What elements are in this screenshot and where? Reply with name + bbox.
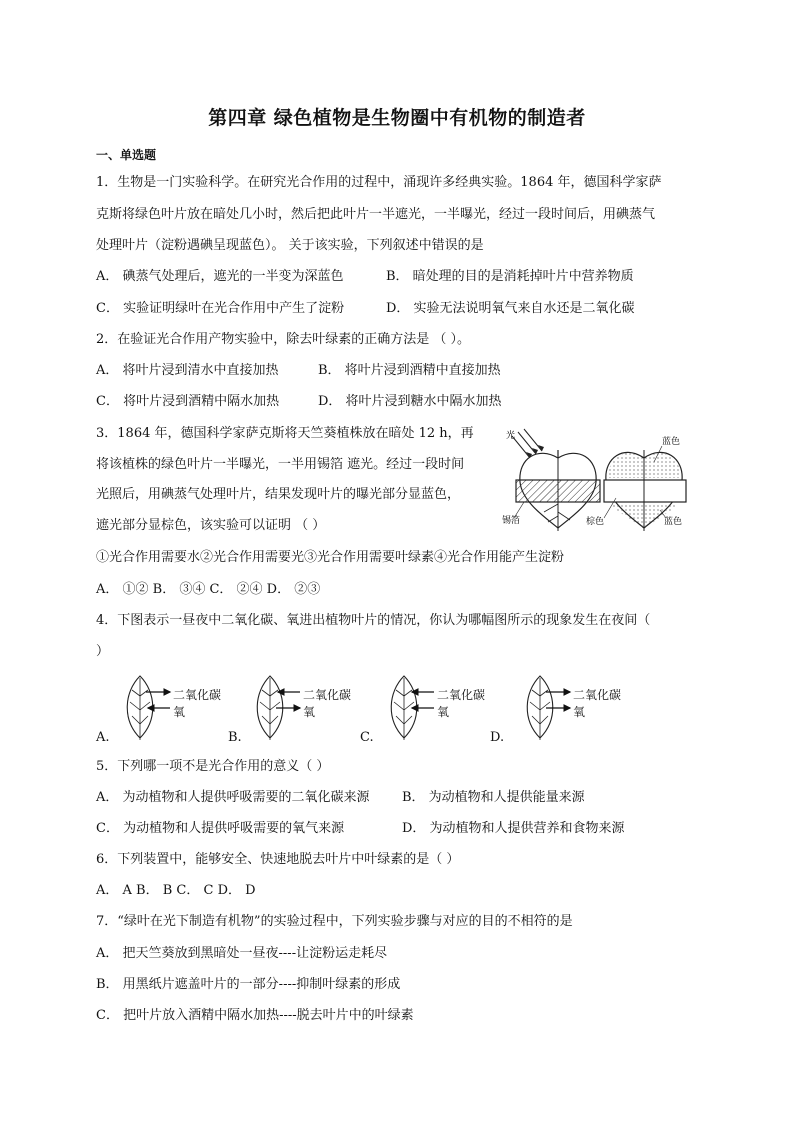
- q2-option-b: B． 将叶片浸到酒精中直接加热: [318, 363, 501, 378]
- q1-option-c: C． 实验证明绿叶在光合作用中产生了淀粉: [96, 301, 345, 316]
- q7-stem: 7．“绿叶在光下制造有机物”的实验过程中，下列实验步骤与对应的目的不相符的是: [96, 914, 573, 929]
- q4-option-a: A.: [96, 730, 110, 745]
- leaf-a-o2-label: 氧: [173, 705, 186, 719]
- leaf-foil-figure: [500, 428, 700, 532]
- q1-option-a: A． 碘蒸气处理后，遮光的一半变为深蓝色: [96, 269, 344, 284]
- q5-stem: 5．下列哪一项不是光合作用的意义（ ）: [96, 759, 330, 774]
- q2-option-d: D． 将叶片浸到糖水中隔水加热: [318, 394, 502, 409]
- q5-option-a: A． 为动植物和人提供呼吸需要的二氧化碳来源: [96, 790, 370, 805]
- q6-stem: 6．下列装置中，能够安全、快速地脱去叶片中叶绿素的是（ ）: [96, 852, 460, 867]
- leaf-c-co2-label: 二氧化碳: [437, 688, 486, 702]
- leaf-c-o2-label: 氧: [437, 705, 450, 719]
- leaf-diagram-a: [127, 676, 170, 740]
- leaf-diagram-d: [527, 676, 570, 740]
- q1-stem-line-3: 处理叶片（淀粉遇碘呈现蓝色）。 关于该实验，下列叙述中错误的是: [96, 238, 484, 253]
- section-heading: 一、单选题: [96, 148, 157, 162]
- q7-option-c: C． 把叶片放入酒精中隔水加热----脱去叶片中的叶绿素: [96, 1008, 414, 1023]
- q4-option-d: D.: [490, 730, 505, 745]
- leaf-diagram-c: [391, 676, 434, 740]
- q1-stem-line-1: 1．生物是一门实验科学。在研究光合作用的过程中，涌现许多经典实验。1864 年，德国科学家萨: [96, 175, 662, 190]
- q3-stem-line-1: 3．1864 年，德国科学家萨克斯将天竺葵植株放在暗处 12 h，再: [96, 426, 474, 441]
- q4-option-c: C.: [360, 730, 374, 745]
- q3-stem-line-4: 遮光部分显棕色，该实验可以证明 （ ）: [96, 518, 326, 533]
- label-blue-bottom: 蓝色: [664, 517, 683, 527]
- leaf-a-co2-label: 二氧化碳: [173, 688, 222, 702]
- label-light: 光: [506, 431, 516, 441]
- leaf-d-co2-label: 二氧化碳: [573, 688, 622, 702]
- q5-option-b: B． 为动植物和人提供能量来源: [402, 790, 585, 805]
- q4-stem-line-1: 4．下图表示一昼夜中二氧化碳、氧进出植物叶片的情况，你认为哪幅图所示的现象发生在夜间（: [96, 613, 651, 628]
- q5-option-d: D． 为动植物和人提供营养和食物来源: [402, 821, 625, 836]
- q7-option-b: B． 用黑纸片遮盖叶片的一部分----抑制叶绿素的形成: [96, 977, 401, 992]
- leaf-d-o2-label: 氧: [573, 705, 586, 719]
- q2-option-c: C． 将叶片浸到酒精中隔水加热: [96, 394, 280, 409]
- q7-option-a: A． 把天竺葵放到黑暗处一昼夜----让淀粉运走耗尽: [96, 946, 388, 961]
- q5-option-c: C． 为动植物和人提供呼吸需要的氧气来源: [96, 821, 345, 836]
- q4-stem-line-2: ）: [96, 644, 110, 659]
- q3-options: A． ①② B． ③④ C． ②④ D． ②③: [96, 582, 321, 597]
- leaf-b-co2-label: 二氧化碳: [303, 688, 352, 702]
- q1-option-d: D． 实验无法说明氧气来自水还是二氧化碳: [386, 301, 635, 316]
- q2-stem: 2．在验证光合作用产物实验中，除去叶绿素的正确方法是 （ ）。: [96, 332, 471, 347]
- q4-option-b: B.: [228, 730, 242, 745]
- leaf-diagram-b: [257, 676, 300, 740]
- leaf-gas-exchange-figures: [120, 672, 640, 742]
- foil-strip: [516, 480, 600, 502]
- q3-stem-line-3: 光照后，用碘蒸气处理叶片，结果发现叶片的曝光部分显蓝色，: [96, 487, 461, 502]
- q3-statements: ①光合作用需要水②光合作用需要光③光合作用需要叶绿素④光合作用能产生淀粉: [96, 550, 565, 565]
- label-foil: 锡箔: [502, 516, 521, 526]
- label-brown: 棕色: [586, 517, 605, 527]
- page-title: 第四章 绿色植物是生物圈中有机物的制造者: [208, 107, 586, 129]
- q6-options: A． A B． B C． C D． D: [96, 883, 256, 898]
- q1-option-b: B． 暗处理的目的是消耗掉叶片中营养物质: [386, 269, 634, 284]
- q1-stem-line-2: 克斯将绿色叶片放在暗处几小时，然后把此叶片一半遮光，一半曝光，经过一段时间后，用碘蒸气: [96, 207, 656, 222]
- leaf-b-o2-label: 氧: [303, 705, 316, 719]
- shaded-strip: [604, 480, 686, 502]
- q2-option-a: A． 将叶片浸到清水中直接加热: [96, 363, 279, 378]
- label-blue-top: 蓝色: [662, 437, 681, 447]
- q3-stem-line-2: 将该植株的绿色叶片一半曝光，一半用锡箔 遮光。经过一段时间: [96, 457, 465, 472]
